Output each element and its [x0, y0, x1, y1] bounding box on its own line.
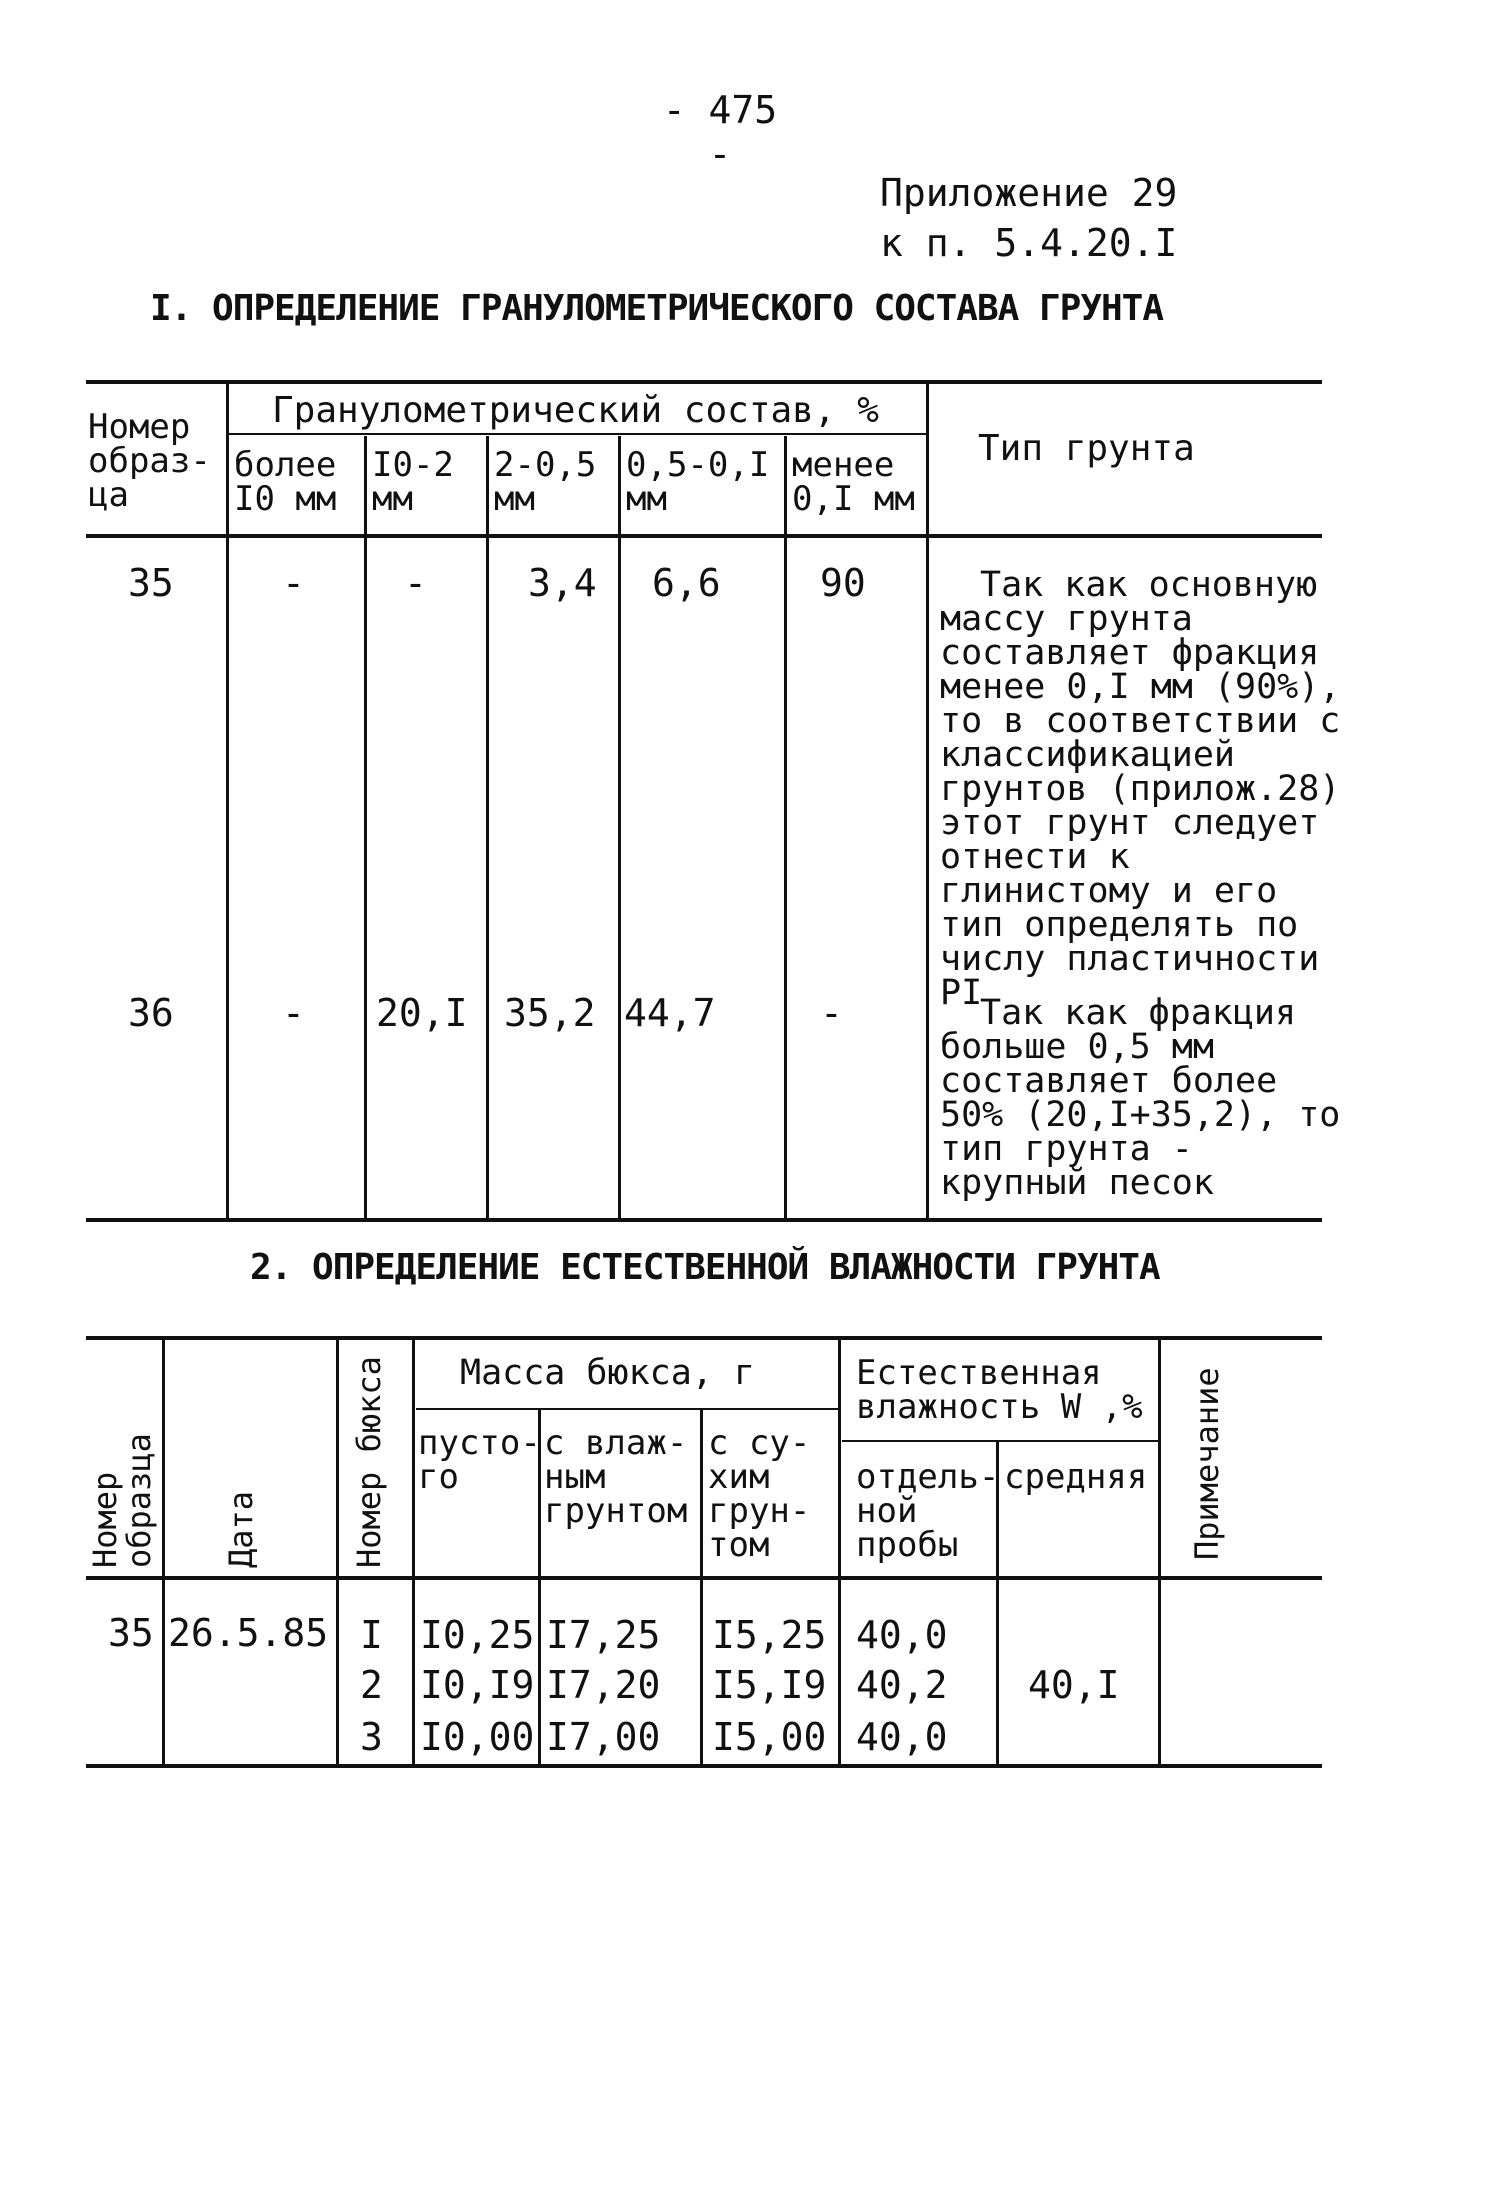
- table2-cell-sample: 35: [108, 1611, 154, 1655]
- table2-mass-rule: [416, 1408, 840, 1410]
- table1-cell-value: -: [282, 561, 305, 605]
- table2-cell-box: 2: [360, 1663, 383, 1707]
- table2-header-mass-dry: с су- хим грун- том: [708, 1423, 811, 1565]
- table1-cell-value: 3,4: [528, 561, 597, 605]
- table2-header-mass-group: Масса бюкса, г: [460, 1353, 756, 1393]
- appendix-reference: [880, 168, 1180, 268]
- table1-col-line: [618, 436, 621, 1218]
- table2-header-moisture-single: отдель- ной пробы: [856, 1457, 1000, 1565]
- table2-col-line: [336, 1340, 339, 1764]
- table2-cell-mass-wet: I7,20: [546, 1663, 661, 1707]
- table2-cell-date: 26.5.85: [168, 1611, 329, 1655]
- table1-cell-value: 90: [820, 561, 866, 605]
- table1-col-line: [486, 436, 489, 1218]
- table2-title: 2. ОПРЕДЕЛЕНИЕ ЕСТЕСТВЕННОЙ ВЛАЖНОСТИ ГРУНТА: [250, 1247, 1160, 1288]
- table1-header-fraction-2: I0-2 мм: [372, 445, 454, 519]
- table2-col-line: [838, 1340, 841, 1764]
- table1-header-fraction-4: 0,5-0,I мм: [626, 445, 770, 519]
- table2-header-date: Дата: [222, 1490, 260, 1568]
- table2-cell-mass-wet: I7,25: [546, 1613, 661, 1657]
- table2-header-note: Примечание: [1188, 1367, 1226, 1560]
- table1-header-fraction-5: менее 0,I мм: [792, 445, 915, 519]
- table1-cell-value: 20,I: [376, 991, 468, 1035]
- table2-moisture-rule: [842, 1440, 1160, 1442]
- table2-header-moisture-group: Естественная влажность W ,%: [856, 1353, 1143, 1427]
- table2-cell-moisture: 40,0: [856, 1715, 948, 1759]
- table2-header-rule: [86, 1576, 1322, 1580]
- table1-cell-value: 44,7: [624, 991, 716, 1035]
- table1-bottom-rule: [86, 1218, 1322, 1222]
- table2-header-mass-empty: пусто- го: [418, 1423, 541, 1497]
- table1-header-fraction-3: 2-0,5 мм: [494, 445, 597, 519]
- table2-header-mass-wet: с влаж- ным грунтом: [544, 1423, 688, 1531]
- table1-cell-value: -: [282, 991, 305, 1035]
- table1-cell-value: -: [404, 561, 427, 605]
- table1-header-soil-type: Тип грунта: [978, 428, 1195, 469]
- table1-col-line: [364, 436, 367, 1218]
- table1-header-group: Гранулометрический состав, %: [272, 390, 879, 431]
- table1-cell-sample: 36: [128, 991, 174, 1035]
- table2-cell-box: I: [360, 1613, 383, 1657]
- table2-cell-mass-empty: I0,I9: [420, 1663, 535, 1707]
- table2-cell-box: 3: [360, 1715, 383, 1759]
- table2-cell-mass-wet: I7,00: [546, 1715, 661, 1759]
- table1-header-sample: Номер образ- ца: [88, 407, 211, 515]
- table2-cell-mass-dry: I5,25: [712, 1613, 827, 1657]
- table2-bottom-rule: [86, 1764, 1322, 1768]
- table2-col-line: [1158, 1340, 1161, 1764]
- appendix-line-2: к п. 5.4.20.I: [880, 221, 1178, 265]
- table2-col-line: [162, 1340, 165, 1764]
- table2-cell-moisture: 40,2: [856, 1663, 948, 1707]
- table2-cell-moisture: 40,0: [856, 1613, 948, 1657]
- table1-col-line: [226, 384, 229, 1218]
- table1-cell-soil-type: Так как фракция больше 0,5 мм составляет более 50% (20,I+35,2), то тип грунта - крупный песок: [940, 993, 1341, 1203]
- table1-cell-soil-type: Так как основную массу грунта составляет фракция менее 0,I мм (90%), то в соответствии с классификацией грунтов (прилож.28) этот грунт следует отнести к глинистому и его тип определять по числу пластичности PI: [940, 565, 1341, 1013]
- table1-group-rule: [228, 433, 926, 435]
- table1-col-line: [926, 384, 929, 1218]
- table2-cell-mass-empty: I0,25: [420, 1613, 535, 1657]
- table1-cell-sample: 35: [128, 561, 174, 605]
- table1-header-rule: [86, 534, 1322, 538]
- table2-cell-mass-dry: I5,I9: [712, 1663, 827, 1707]
- table2-col-line: [700, 1410, 703, 1764]
- table2-top-rule: [86, 1336, 1322, 1340]
- table1-cell-value: -: [820, 991, 843, 1035]
- table1-cell-value: 35,2: [504, 991, 596, 1035]
- table1-cell-value: 6,6: [652, 561, 721, 605]
- table2-cell-mass-dry: I5,00: [712, 1715, 827, 1759]
- appendix-line-1: Приложение 29: [880, 171, 1178, 215]
- table1-top-rule: [86, 380, 1322, 384]
- page-number: - 475 -: [662, 88, 778, 176]
- table1-col-line: [784, 436, 787, 1218]
- table2-cell-mass-empty: I0,00: [420, 1715, 535, 1759]
- table2-cell-moisture-avg: 40,I: [1028, 1663, 1120, 1707]
- table2-col-line: [412, 1340, 415, 1764]
- table1-header-fraction-1: более I0 мм: [234, 445, 337, 519]
- table2-header-sample: Номер образца: [86, 1433, 158, 1568]
- table2-header-moisture-avg: средняя: [1004, 1457, 1148, 1497]
- table1-title: I. ОПРЕДЕЛЕНИЕ ГРАНУЛОМЕТРИЧЕСКОГО СОСТАВА ГРУНТА: [150, 288, 1164, 329]
- table2-header-box: Номер бюкса: [350, 1356, 388, 1568]
